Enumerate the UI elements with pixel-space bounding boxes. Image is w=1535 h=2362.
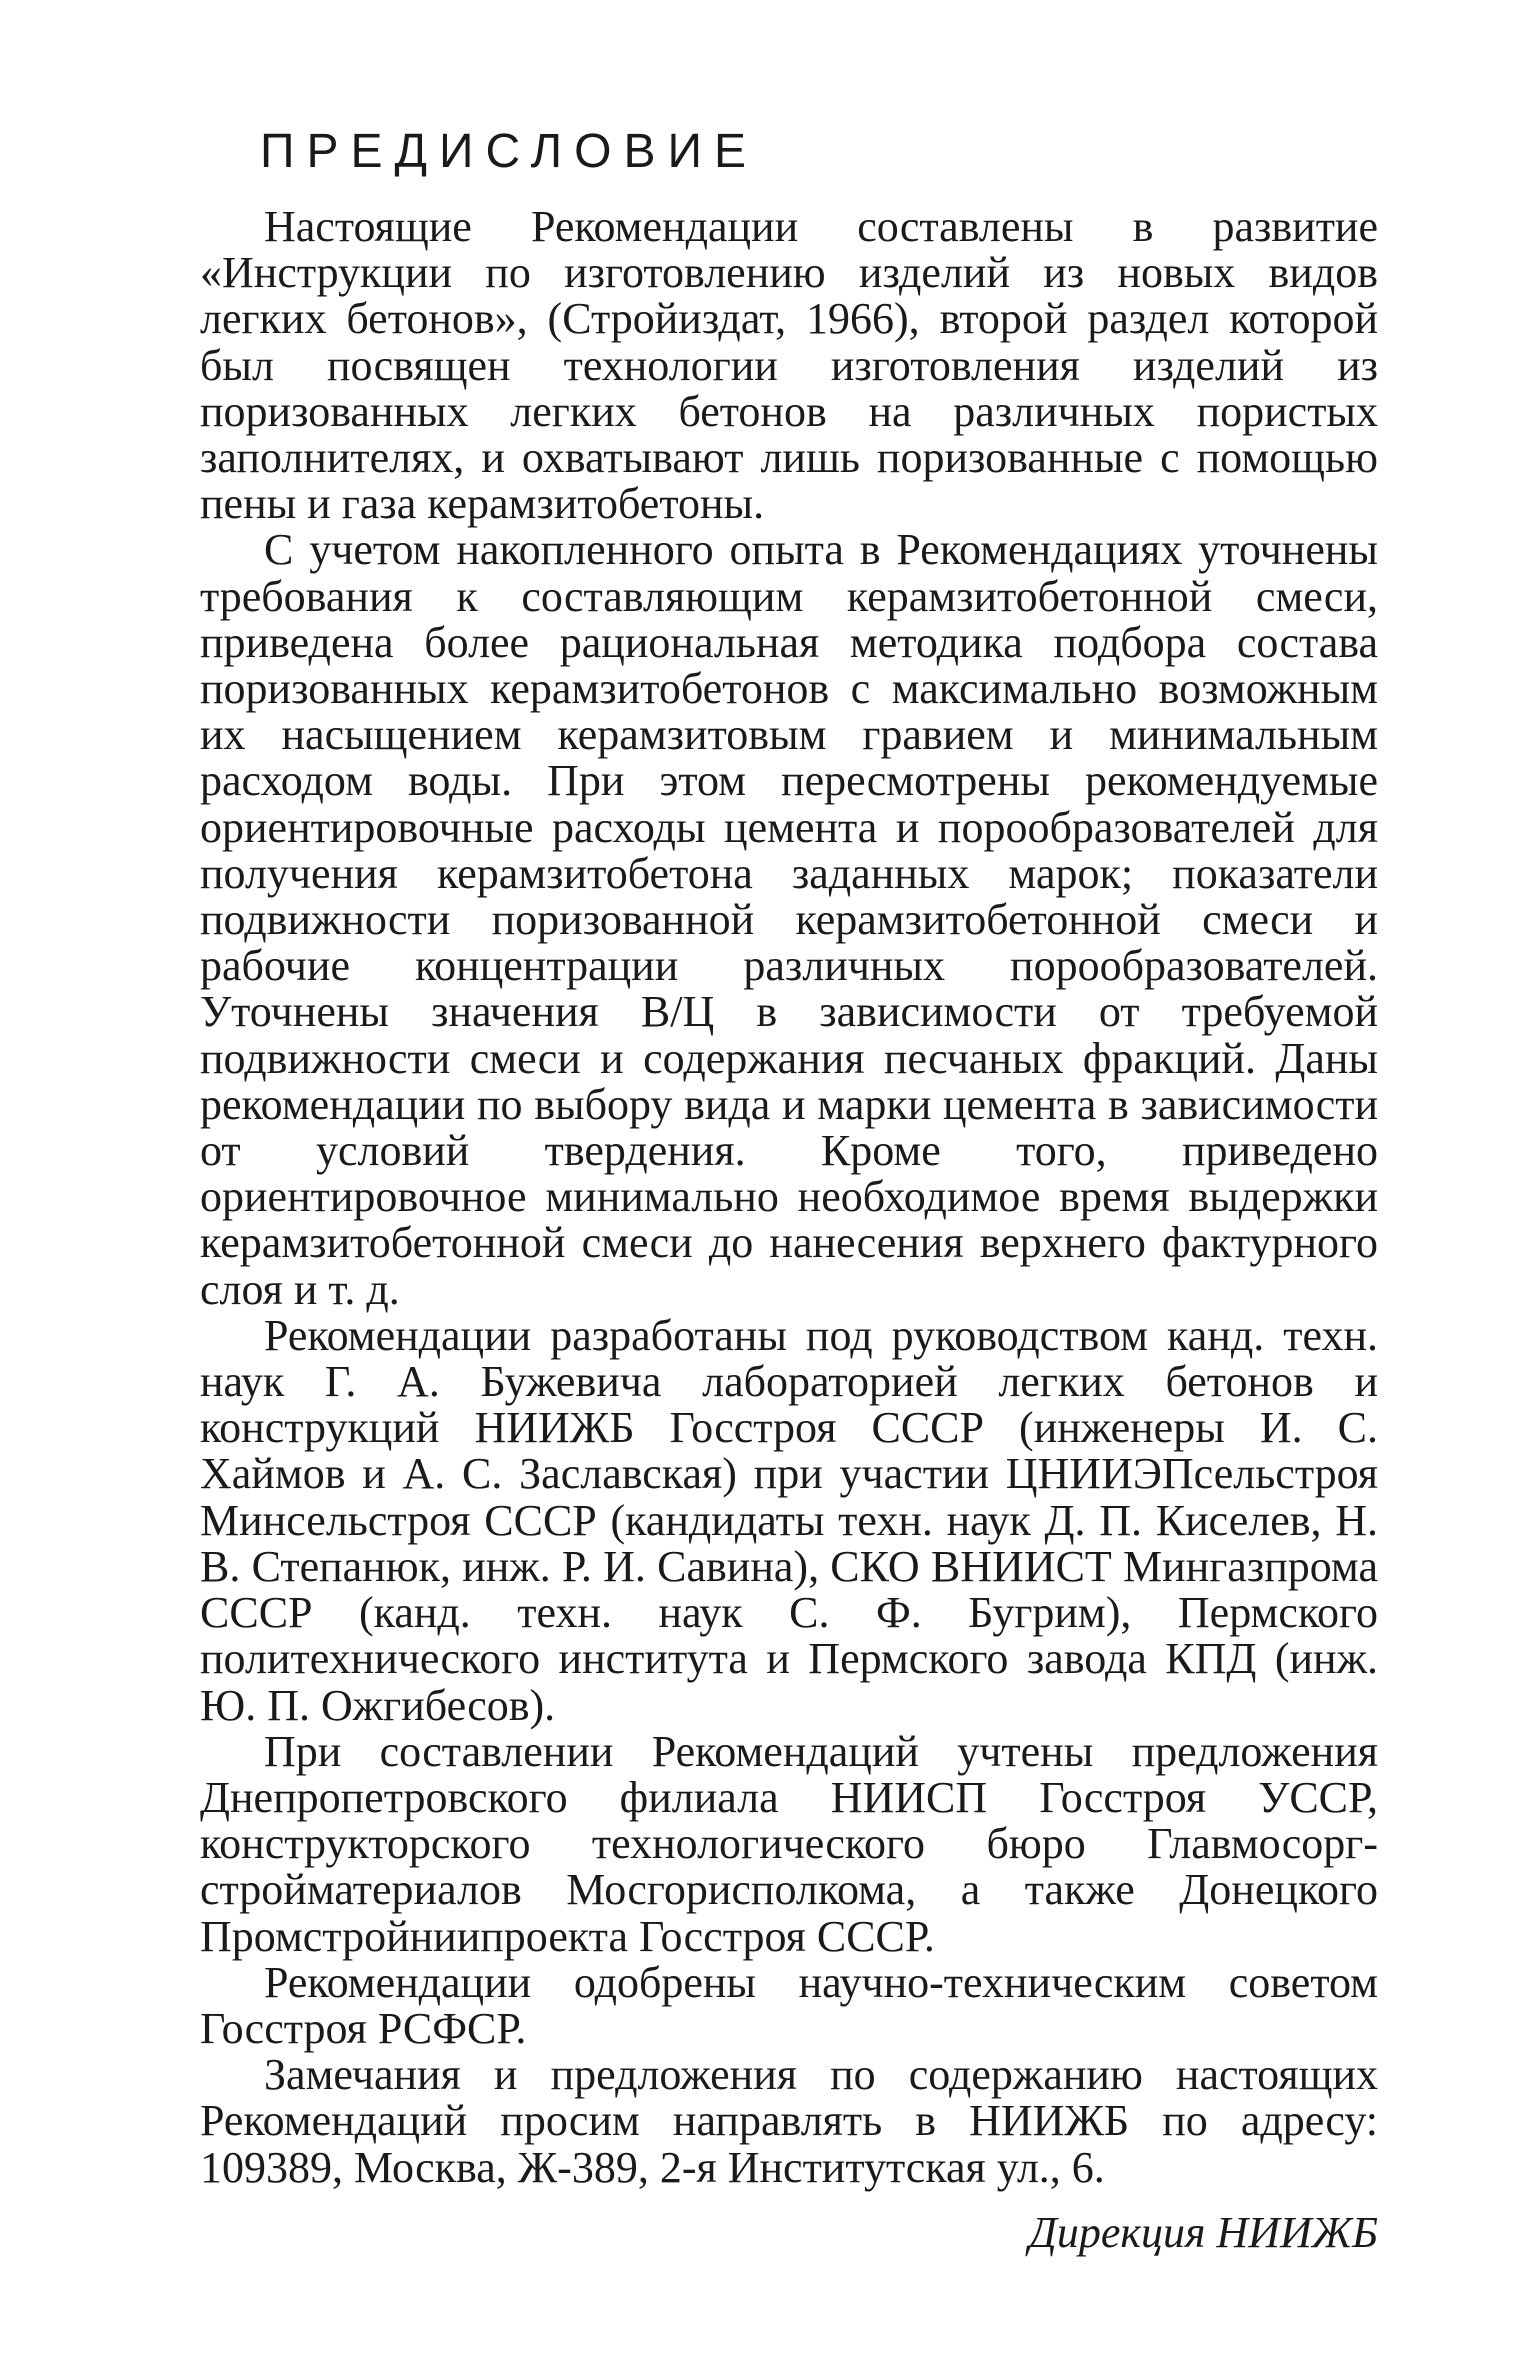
paragraph-refinements: С учетом накопленного опыта в Рекомендациях уточнены требования к составляющим керамзитобетонной смеси, приведена более рациональная методика подбора состава поризованных керамзитобетонов с максимально возможным их насыщением керамзитовым гравием и минимальным расходом воды. При этом пересмотрены рекомендуемые ориентировочные расходы цемента и порообразователей для получения керамзитобетона заданных марок; показатели подвижности поризованной керамзитобетонной смеси и рабочие концентрации различных порообразователей. Уточнены значения В/Ц в зависимости от требуемой подвижности смеси и содержания песчаных фракций. Даны рекомендации по выбору вида и марки цемента в зависимости от условий твердения. Кроме того, приведено ориентировочное минимально необходимое время выдержки керамзитобетонной смеси до нанесения верхнего фактурного слоя и т. д.: [200, 525, 1378, 1314]
paragraph-authors: Рекомендации разработаны под руководством канд. техн. наук Г. А. Бужевича лабораторией легких бетонов и конструкций НИИЖБ Госстроя СССР (инженеры И. С. Хаймов и А. С. Заславская) при участии ЦНИИЭПсельстроя Минсельстроя СССР (кандидаты техн. наук Д. П. Киселев, Н. В. Степанюк, инж. Р. И. Савина), СКО ВНИИСТ Мингазпрома СССР (канд. техн. наук С. Ф. Бугрим), Пермского политехнического института и Пермского завода КПД (инж. Ю. П. Ожгибесов).: [200, 1310, 1378, 1730]
signature: Дирекция НИИЖБ: [1028, 2207, 1378, 2257]
paragraph-approval: Рекомендации одобрены научно-техническим советом Госстроя РСФСР.: [200, 1957, 1378, 2053]
paragraph-intro: Настоящие Рекомендации составлены в развитие «Инструкции по изготовлению изделий из новых видов легких бетонов», (Стройиздат, 1966), второй раздел которой был посвящен технологии изготовления изделий из поризованных легких бетонов на различных пористых заполнителях, и охватывают лишь поризованные с помощью пены и газа керамзитобетоны.: [200, 202, 1378, 529]
document-page: [200, 120, 1378, 2261]
paragraph-proposals: При составлении Рекомендаций учтены предложения Днепропетровского филиала НИИСП Госстроя УССР, конструкторского технологического бюро Главмосоргстройматериалов Мосгорисполкома, а также Донецкого Промстройниипроекта Госстроя СССР.: [200, 1726, 1378, 1961]
paragraph-contact: Замечания и предложения по содержанию настоящих Рекомендаций просим направлять в НИИЖБ по адресу: 109389, Москва, Ж-389, 2-я Институтская ул., 6.: [200, 2050, 1378, 2192]
page-title: ПРЕДИСЛОВИЕ: [260, 125, 758, 178]
